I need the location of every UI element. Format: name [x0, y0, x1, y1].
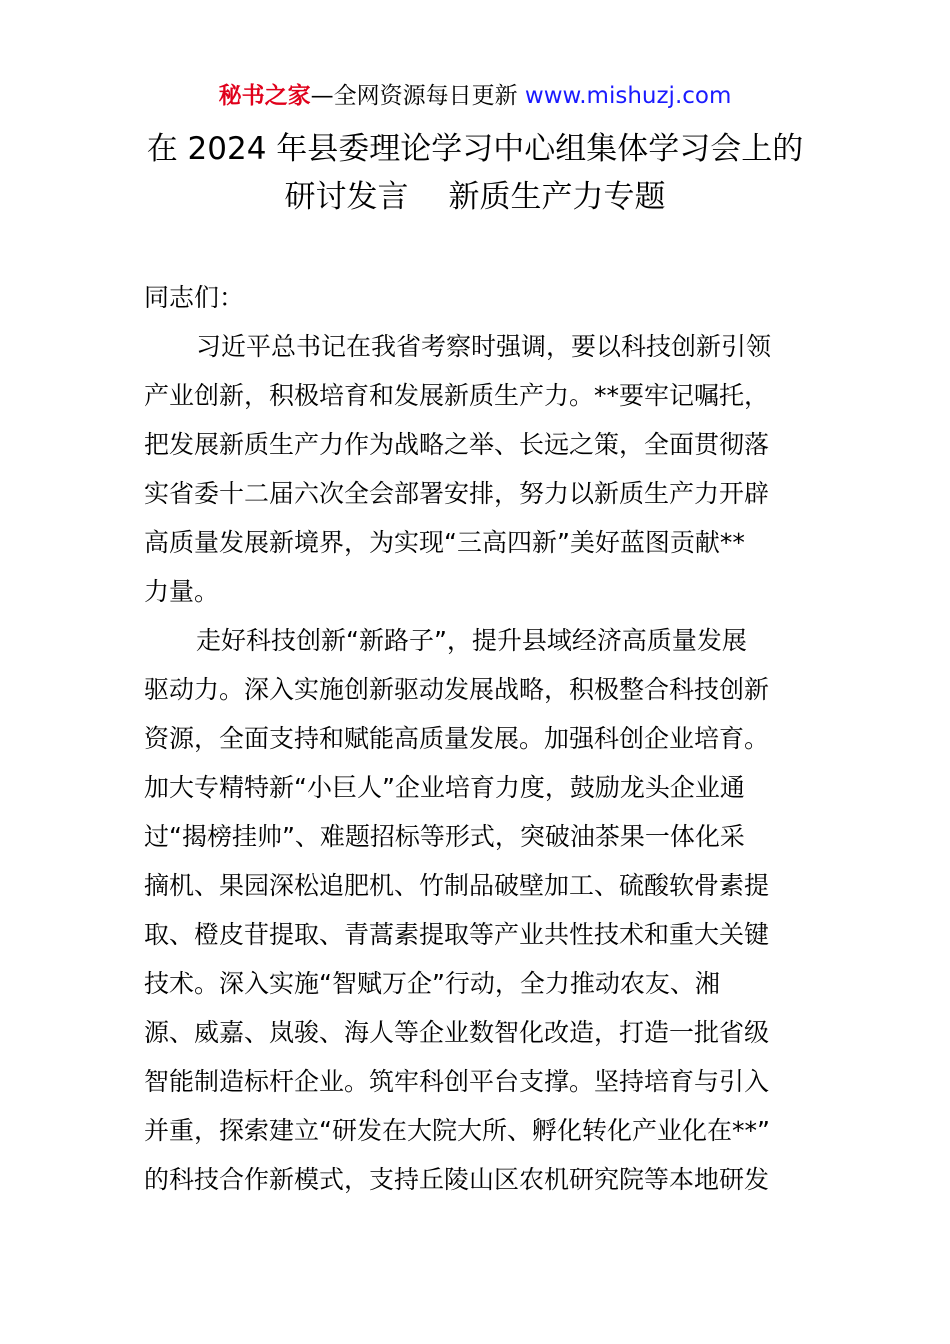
- paragraph-line: 源、威嘉、岚骏、海人等企业数智化改造，打造一批省级: [144, 1018, 770, 1047]
- paragraph-line: 过“揭榜挂帅”、难题招标等形式，突破油茶果一体化采: [144, 822, 745, 851]
- title-part-topic: 新质生产力专题: [448, 179, 666, 215]
- salutation: 同志们：: [144, 283, 245, 312]
- paragraph-line: 实省委十二届六次全会部署安排，努力以新质生产力开辟: [144, 479, 770, 508]
- title-part-speech: 研讨发言: [284, 179, 409, 215]
- paragraph-2: [144, 616, 808, 1204]
- paragraph-line: 智能制造标杆企业。筑牢科创平台支撑。坚持培育与引入: [144, 1067, 770, 1096]
- paragraph-line: 产业创新，积极培育和发展新质生产力。**要牢记嘱托，: [144, 381, 770, 410]
- document-body: [144, 273, 808, 1204]
- paragraph-line: 力量。: [144, 577, 220, 606]
- paragraph-line: 技术。深入实施“智赋万企”行动，全力推动农友、湘: [144, 969, 720, 998]
- site-url-link[interactable]: www.mishuzj.com: [524, 83, 732, 109]
- header-tagline: —全网资源每日更新: [310, 83, 518, 109]
- paragraph-line: 加大专精特新“小巨人”企业培育力度，鼓励龙头企业通: [144, 773, 745, 802]
- paragraph-line: 驱动力。深入实施创新驱动发展战略，积极整合科技创新: [144, 675, 770, 704]
- paragraph-1: [144, 322, 808, 616]
- paragraph-line: 的科技合作新模式，支持丘陵山区农机研究院等本地研发: [144, 1165, 770, 1194]
- document-title-line-1: 在 2024 年县委理论学习中心组集体学习会上的: [146, 131, 804, 167]
- paragraph-line: 资源，全面支持和赋能高质量发展。加强科创企业培育。: [144, 724, 770, 753]
- paragraph-line: 走好科技创新“新路子”，提升县域经济高质量发展: [196, 626, 747, 655]
- paragraph-line: 摘机、果园深松追肥机、竹制品破壁加工、硫酸软骨素提: [144, 871, 770, 900]
- paragraph-line: 把发展新质生产力作为战略之举、长远之策，全面贯彻落: [144, 430, 770, 459]
- paragraph-line: 取、橙皮苷提取、青蒿素提取等产业共性技术和重大关键: [144, 920, 770, 949]
- document-title-line-2: [0, 175, 950, 219]
- paragraph-line: 并重，探索建立“研发在大院大所、孵化转化产业化在**”: [144, 1116, 770, 1145]
- paragraph-line: 高质量发展新境界，为实现“三高四新”美好蓝图贡献**: [144, 528, 745, 557]
- site-header: [0, 80, 950, 112]
- brand-name: 秘书之家: [218, 83, 311, 109]
- paragraph-line: 习近平总书记在我省考察时强调，要以科技创新引领: [196, 332, 772, 361]
